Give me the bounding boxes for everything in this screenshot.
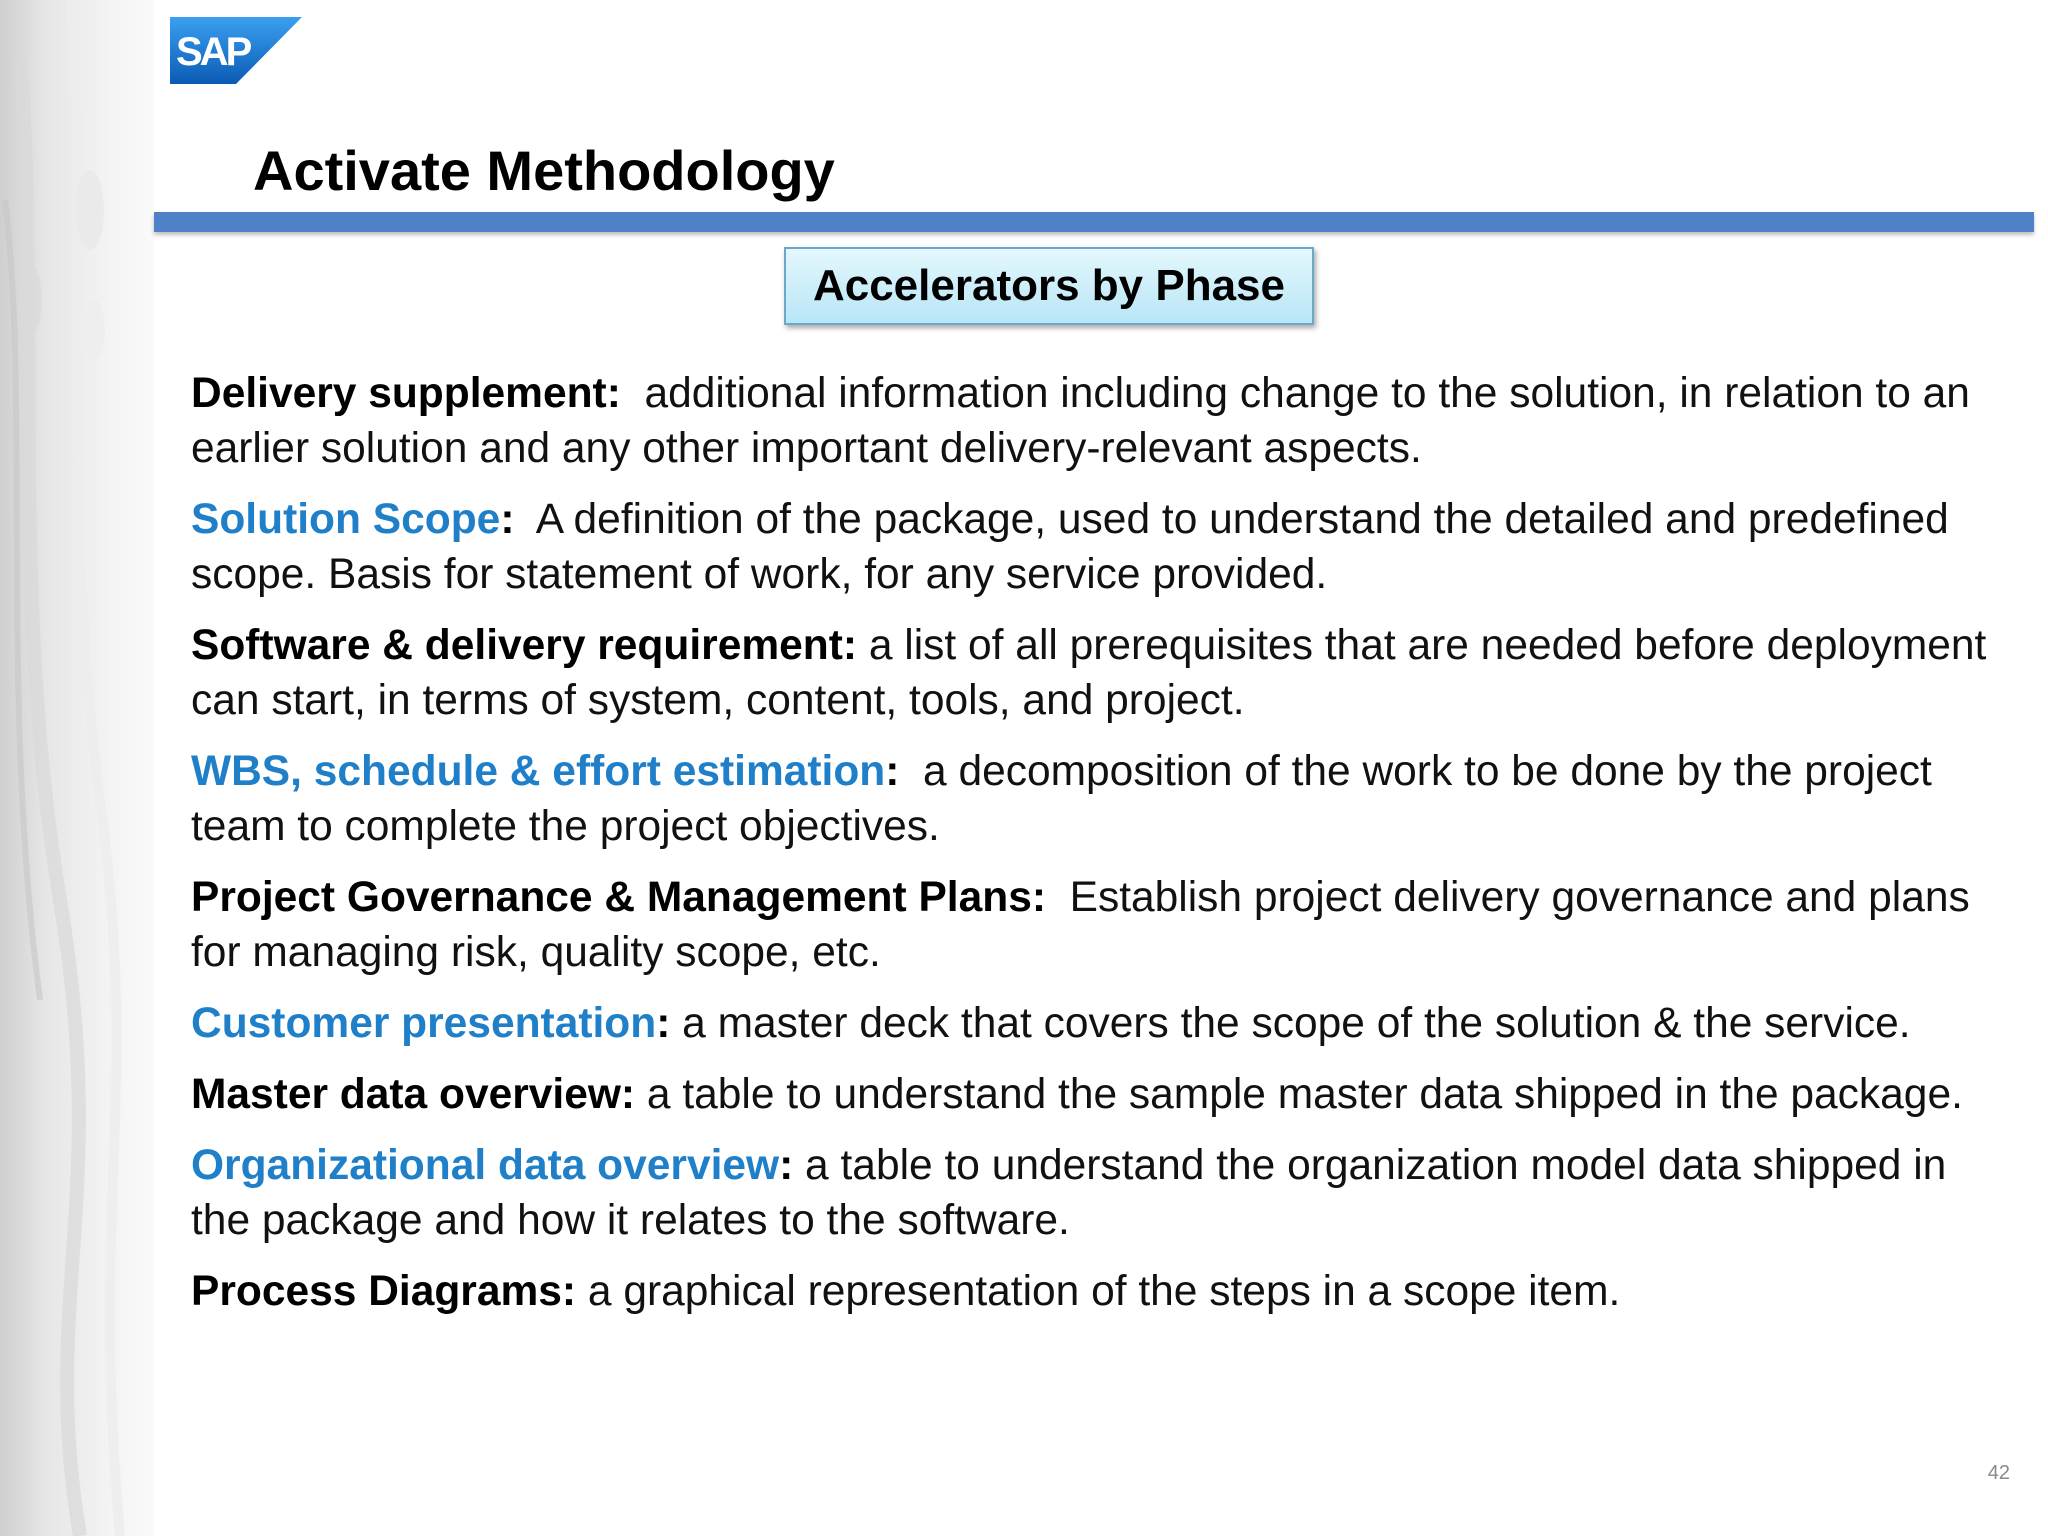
- item-term: Customer presentation: [191, 1000, 657, 1047]
- item-colon: :: [656, 1000, 671, 1047]
- sap-logo-icon: [170, 17, 302, 84]
- item-description: A definition of the package, used to understand the detailed and predefined scope. Basis for statement of work, for any service provided.: [191, 496, 1961, 598]
- item-colon: :: [606, 370, 621, 417]
- list-item-master-data-overview: [191, 1067, 2006, 1122]
- item-term: Master data overview: [191, 1071, 621, 1118]
- list-item-software-delivery-requirement: [191, 618, 2006, 728]
- item-colon: :: [1031, 874, 1046, 921]
- list-item-wbs-schedule-effort: [191, 744, 2006, 854]
- item-term: Solution Scope: [191, 496, 501, 543]
- svg-text:SAP: SAP: [176, 30, 250, 74]
- item-colon: :: [561, 1268, 577, 1315]
- item-description: a table to understand the sample master data shipped in the package.: [635, 1071, 1963, 1118]
- list-item-delivery-supplement: [191, 366, 2006, 476]
- list-item-solution-scope: [191, 492, 2006, 602]
- item-description: a graphical representation of the steps in a scope item.: [576, 1268, 1621, 1315]
- slide-title: Activate Methodology: [253, 139, 835, 202]
- decorative-side-strip: [0, 0, 154, 1536]
- item-description: Establish project delivery governance and plans for managing risk, quality scope, etc.: [191, 874, 1982, 976]
- item-description: a list of all prerequisites that are needed before deployment can start, in terms of system, content, tools, and project.: [191, 622, 1999, 724]
- page-number: 42: [1987, 1462, 2010, 1484]
- item-description: a decomposition of the work to be done by the project team to complete the project objectives.: [191, 748, 1944, 850]
- item-description: a master deck that covers the scope of the solution & the service.: [670, 1000, 1911, 1047]
- item-description: a table to understand the organization model data shipped in the package and how it relates to the software.: [191, 1142, 1959, 1244]
- list-item-organizational-data-overview: [191, 1138, 2006, 1248]
- item-term: WBS, schedule & effort estimation: [191, 748, 886, 795]
- title-divider: [154, 212, 2034, 232]
- list-item-customer-presentation: [191, 996, 2006, 1051]
- list-item-project-governance: [191, 870, 2006, 980]
- item-colon: :: [842, 622, 858, 669]
- item-term: Process Diagrams: [191, 1268, 562, 1315]
- item-term: Organizational data overview: [191, 1142, 780, 1189]
- decorative-texture: [0, 0, 154, 1536]
- item-description: additional information including change to the solution, in relation to an earlier solution and any other important delivery-relevant aspects.: [191, 370, 1982, 472]
- accelerator-list: [191, 366, 2006, 1335]
- list-item-process-diagrams: [191, 1264, 2006, 1319]
- item-term: Delivery supplement: [191, 370, 607, 417]
- item-term: Project Governance & Management Plans: [191, 874, 1032, 921]
- item-term: Software & delivery requirement: [191, 622, 843, 669]
- sap-logo: [170, 17, 302, 84]
- item-colon: :: [885, 748, 900, 795]
- item-colon: :: [620, 1071, 636, 1118]
- item-colon: :: [779, 1142, 794, 1189]
- item-colon: :: [500, 496, 515, 543]
- accelerators-by-phase-box: Accelerators by Phase: [784, 247, 1314, 325]
